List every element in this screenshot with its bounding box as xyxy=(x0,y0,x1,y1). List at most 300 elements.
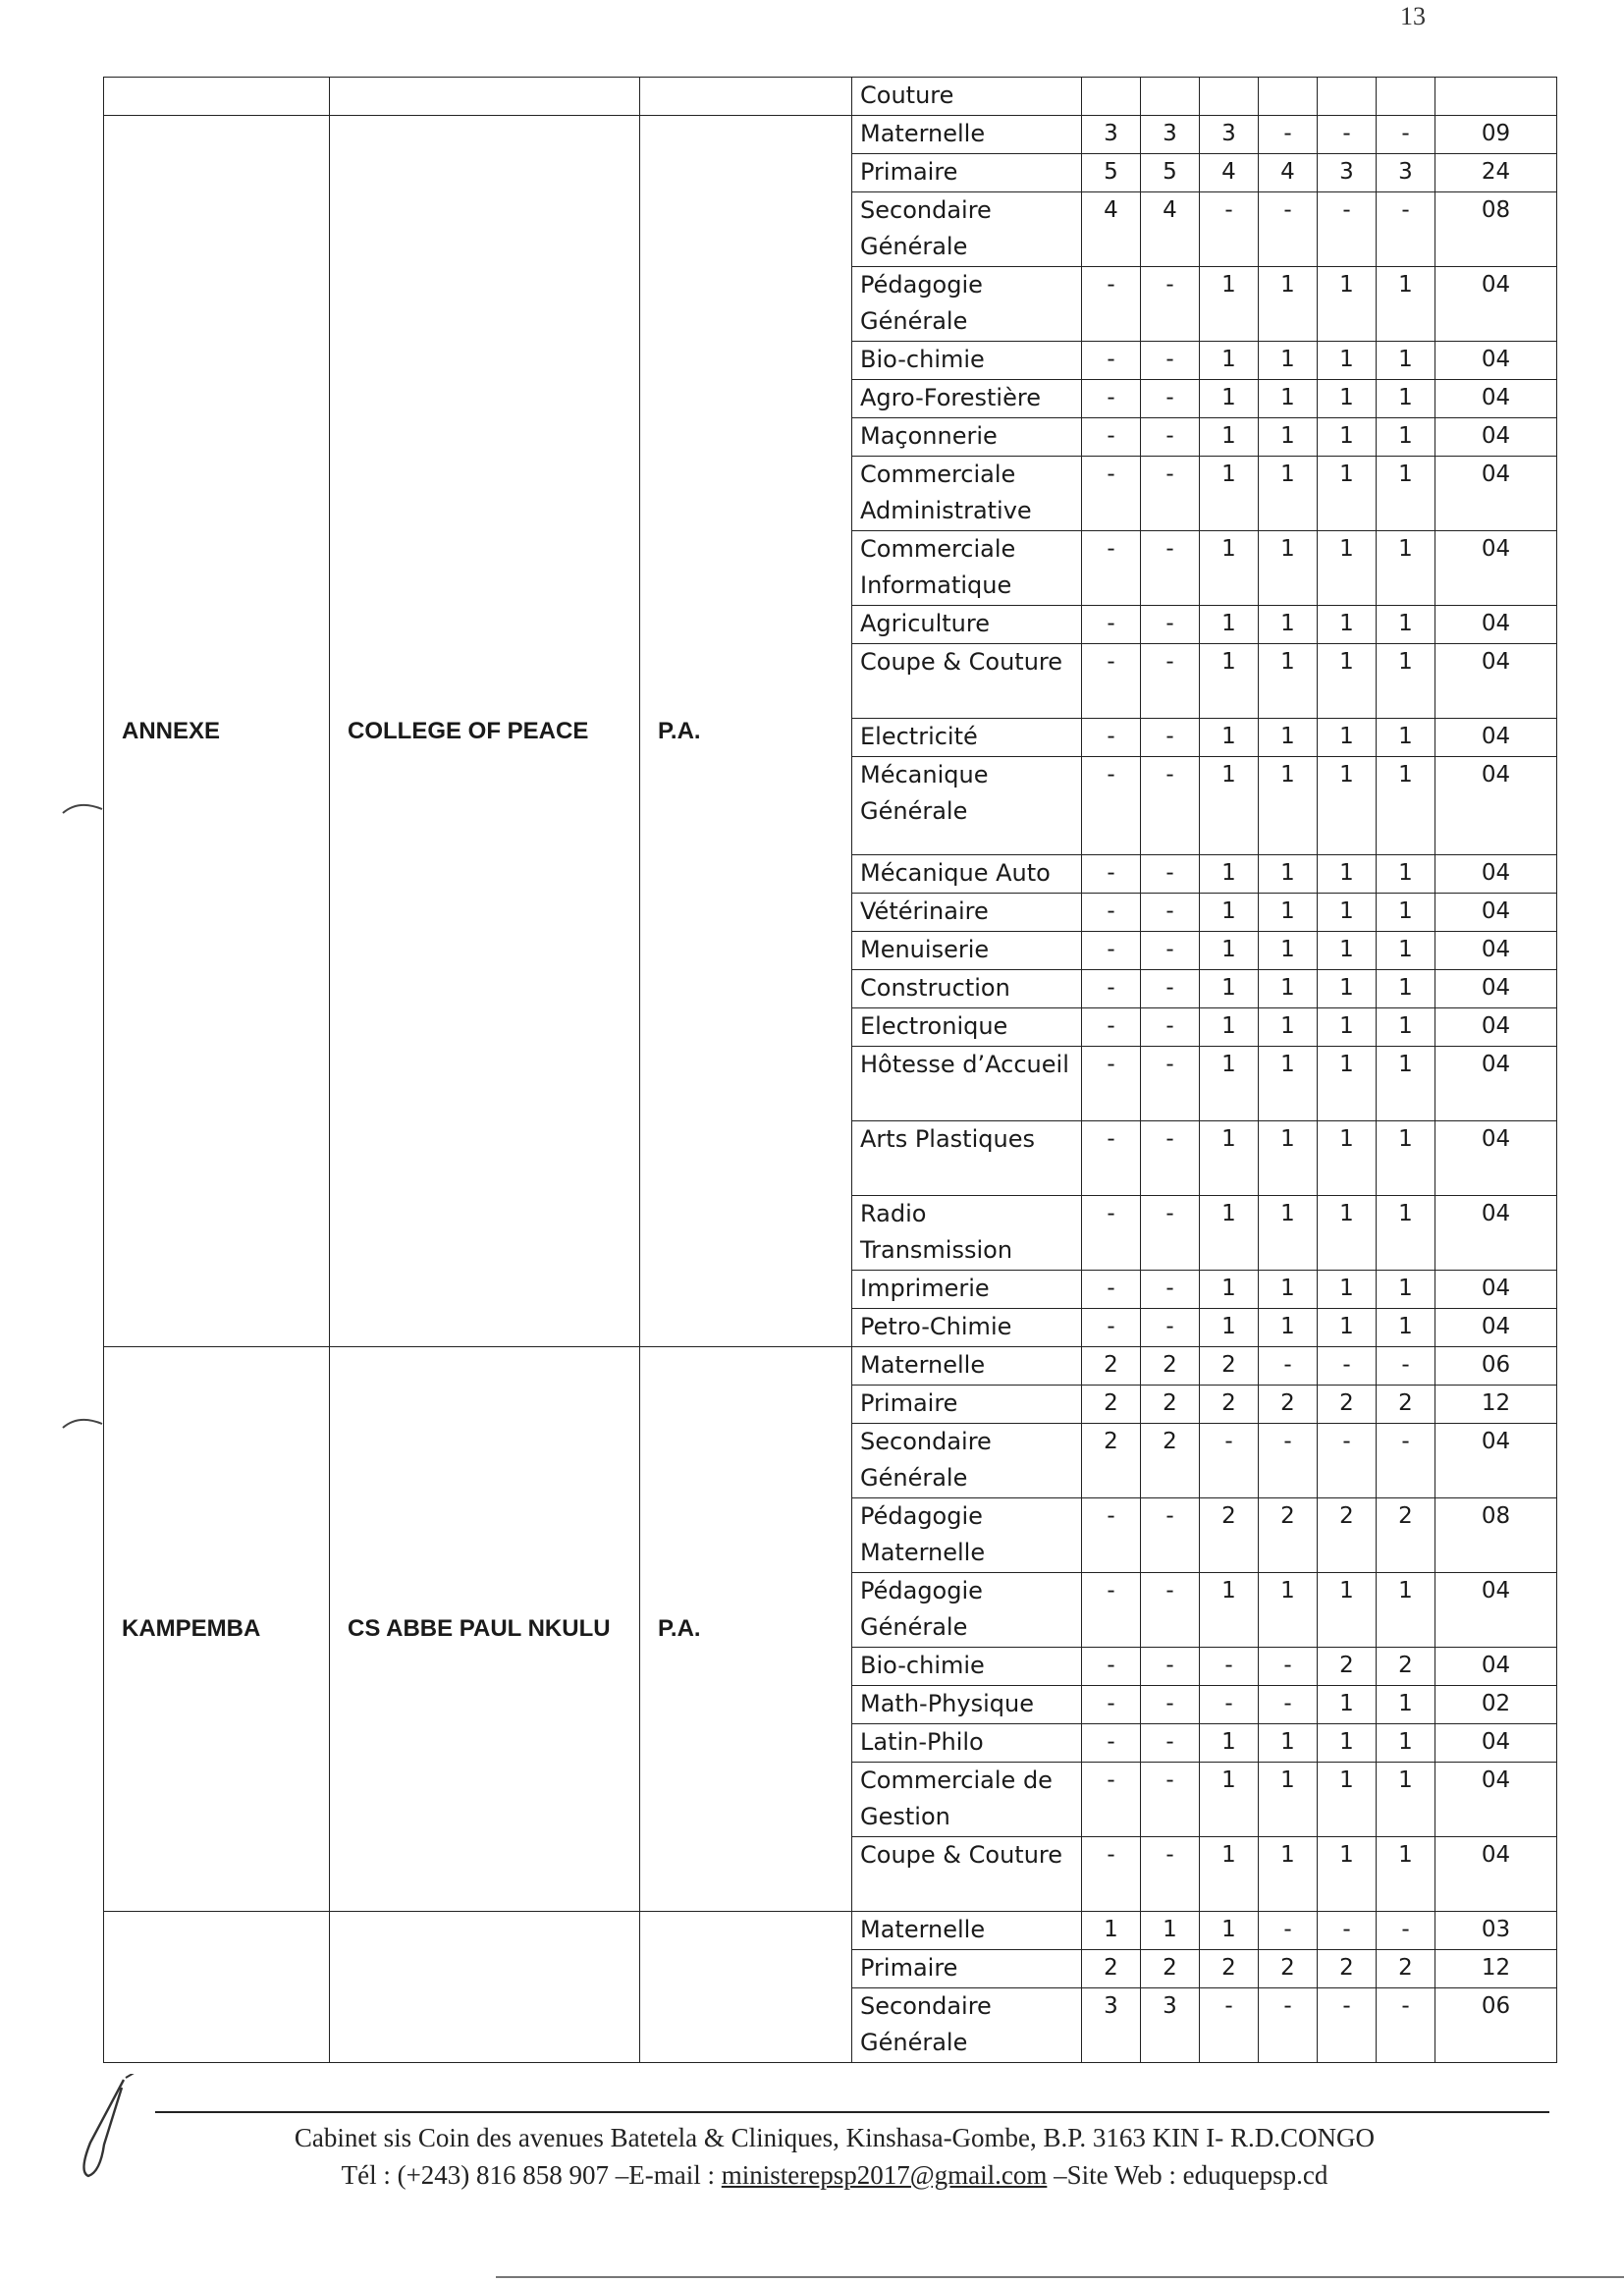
class-count-cell: 5 xyxy=(1141,154,1200,192)
table-row xyxy=(104,78,1557,116)
class-count-cell: - xyxy=(1318,1347,1377,1386)
class-count-cell: - xyxy=(1082,418,1141,457)
class-count-cell: 1 xyxy=(1200,894,1259,932)
class-count-cell xyxy=(1377,78,1435,116)
class-count-cell: - xyxy=(1259,1912,1318,1950)
class-count-cell: 1 xyxy=(1200,1047,1259,1121)
class-count-cell: - xyxy=(1141,1121,1200,1196)
section-label: Agriculture xyxy=(852,606,1082,644)
class-count-cell: - xyxy=(1141,1008,1200,1047)
class-count-cell: 1 xyxy=(1318,1121,1377,1196)
school-name: CS ABBE PAUL NKULU xyxy=(330,1347,640,1912)
class-count-cell: 1 xyxy=(1200,1271,1259,1309)
section-label: Math-Physique xyxy=(852,1686,1082,1724)
total-cell: 04 xyxy=(1435,644,1557,719)
class-count-cell: 1 xyxy=(1318,644,1377,719)
class-count-cell: - xyxy=(1082,757,1141,855)
section-label: Commerciale Informatique xyxy=(852,531,1082,606)
class-count-cell: 1 xyxy=(1318,757,1377,855)
class-count-cell: - xyxy=(1141,1047,1200,1121)
class-count-cell: 2 xyxy=(1200,1386,1259,1424)
section-label: Commerciale Administrative xyxy=(852,457,1082,531)
section-label: Menuiserie xyxy=(852,932,1082,970)
class-count-cell: 1 xyxy=(1259,1047,1318,1121)
class-count-cell: 1 xyxy=(1200,855,1259,894)
class-count-cell: - xyxy=(1141,1724,1200,1763)
class-count-cell: 1 xyxy=(1318,894,1377,932)
page-number: 13 xyxy=(1400,2,1426,30)
class-count-cell: - xyxy=(1259,116,1318,154)
section-label: Primaire xyxy=(852,154,1082,192)
footer xyxy=(98,2119,1571,2194)
total-cell: 04 xyxy=(1435,1573,1557,1648)
class-count-cell: 1 xyxy=(1259,894,1318,932)
class-count-cell: 2 xyxy=(1082,1424,1141,1498)
class-count-cell: 1 xyxy=(1318,1686,1377,1724)
class-count-cell: 1 xyxy=(1200,1912,1259,1950)
class-count-cell: 1 xyxy=(1200,644,1259,719)
class-count-cell xyxy=(1141,78,1200,116)
total-cell: 04 xyxy=(1435,1837,1557,1912)
footer-website: –Site Web : eduquepsp.cd xyxy=(1047,2160,1328,2190)
class-count-cell: - xyxy=(1082,1047,1141,1121)
class-count-cell: 2 xyxy=(1259,1950,1318,1988)
class-count-cell: 1 xyxy=(1259,1763,1318,1837)
section-label: Mécanique Auto xyxy=(852,855,1082,894)
class-count-cell: 3 xyxy=(1141,116,1200,154)
class-count-cell: - xyxy=(1141,342,1200,380)
total-cell: 04 xyxy=(1435,1309,1557,1347)
regime xyxy=(640,78,852,116)
class-count-cell: 1 xyxy=(1377,267,1435,342)
class-count-cell: 1 xyxy=(1318,970,1377,1008)
class-count-cell: 1 xyxy=(1377,1573,1435,1648)
class-count-cell xyxy=(1082,78,1141,116)
class-count-cell: 2 xyxy=(1082,1386,1141,1424)
total-cell xyxy=(1435,78,1557,116)
section-label: Maternelle xyxy=(852,1912,1082,1950)
class-count-cell: 2 xyxy=(1141,1347,1200,1386)
class-count-cell: 1 xyxy=(1377,1047,1435,1121)
class-count-cell: - xyxy=(1082,719,1141,757)
regime xyxy=(640,1912,852,2063)
class-count-cell: - xyxy=(1141,894,1200,932)
entity-name xyxy=(104,1912,330,2063)
class-count-cell: 1 xyxy=(1377,606,1435,644)
class-count-cell: 1 xyxy=(1200,1573,1259,1648)
total-cell: 06 xyxy=(1435,1988,1557,2063)
class-count-cell: 1 xyxy=(1259,1271,1318,1309)
class-count-cell: 1 xyxy=(1318,267,1377,342)
class-count-cell: 4 xyxy=(1200,154,1259,192)
class-count-cell: 1 xyxy=(1377,1196,1435,1271)
class-count-cell: 1 xyxy=(1259,1008,1318,1047)
total-cell: 03 xyxy=(1435,1912,1557,1950)
class-count-cell: 2 xyxy=(1318,1950,1377,1988)
class-count-cell: 1 xyxy=(1200,1724,1259,1763)
class-count-cell: - xyxy=(1082,894,1141,932)
school-name xyxy=(330,78,640,116)
class-count-cell: 1 xyxy=(1259,1121,1318,1196)
section-label: Commerciale de Gestion xyxy=(852,1763,1082,1837)
class-count-cell: 1 xyxy=(1200,342,1259,380)
class-count-cell xyxy=(1200,78,1259,116)
class-count-cell: - xyxy=(1141,380,1200,418)
class-count-cell: - xyxy=(1141,644,1200,719)
section-label: Petro-Chimie xyxy=(852,1309,1082,1347)
total-cell: 02 xyxy=(1435,1686,1557,1724)
class-count-cell: - xyxy=(1082,1686,1141,1724)
class-count-cell: 1 xyxy=(1377,1837,1435,1912)
class-count-cell: 3 xyxy=(1082,1988,1141,2063)
class-count-cell: 1 xyxy=(1318,1309,1377,1347)
class-count-cell: 1 xyxy=(1377,342,1435,380)
class-count-cell: - xyxy=(1082,1121,1141,1196)
class-count-cell: 4 xyxy=(1259,154,1318,192)
class-count-cell: - xyxy=(1200,1424,1259,1498)
class-count-cell: 2 xyxy=(1318,1498,1377,1573)
class-count-cell: 1 xyxy=(1200,719,1259,757)
footer-email-link[interactable]: ministerepsp2017@gmail.com xyxy=(721,2160,1048,2190)
class-count-cell: 3 xyxy=(1200,116,1259,154)
class-count-cell: 2 xyxy=(1377,1950,1435,1988)
class-count-cell: 1 xyxy=(1318,606,1377,644)
class-count-cell: - xyxy=(1082,932,1141,970)
section-label: Pédagogie Générale xyxy=(852,267,1082,342)
entity-name: ANNEXE xyxy=(104,116,330,1347)
class-count-cell: 1 xyxy=(1200,1121,1259,1196)
class-count-cell: - xyxy=(1141,418,1200,457)
section-label: Mécanique Générale xyxy=(852,757,1082,855)
section-label: Latin-Philo xyxy=(852,1724,1082,1763)
section-label: Couture xyxy=(852,78,1082,116)
total-cell: 12 xyxy=(1435,1386,1557,1424)
class-count-cell: - xyxy=(1082,457,1141,531)
class-count-cell: 1 xyxy=(1377,1271,1435,1309)
class-count-cell: - xyxy=(1082,855,1141,894)
class-count-cell: - xyxy=(1141,1498,1200,1573)
class-count-cell: - xyxy=(1318,192,1377,267)
class-count-cell: - xyxy=(1082,1648,1141,1686)
class-count-cell: 1 xyxy=(1377,719,1435,757)
section-label: Vétérinaire xyxy=(852,894,1082,932)
class-count-cell: - xyxy=(1259,1424,1318,1498)
total-cell: 04 xyxy=(1435,380,1557,418)
class-count-cell: 2 xyxy=(1082,1347,1141,1386)
class-count-cell: - xyxy=(1377,116,1435,154)
class-count-cell: 1 xyxy=(1259,1309,1318,1347)
class-count-cell: 1 xyxy=(1259,267,1318,342)
class-count-cell: - xyxy=(1377,1424,1435,1498)
total-cell: 04 xyxy=(1435,1047,1557,1121)
class-count-cell: 1 xyxy=(1082,1912,1141,1950)
class-count-cell: 1 xyxy=(1377,418,1435,457)
regime: P.A. xyxy=(640,116,852,1347)
class-count-cell: 1 xyxy=(1318,1271,1377,1309)
class-count-cell: 1 xyxy=(1318,719,1377,757)
class-count-cell: 2 xyxy=(1200,1347,1259,1386)
section-label: Secondaire Générale xyxy=(852,1424,1082,1498)
class-count-cell: - xyxy=(1200,1686,1259,1724)
class-count-cell: - xyxy=(1141,1686,1200,1724)
footer-contact xyxy=(98,2156,1571,2194)
class-count-cell: - xyxy=(1141,267,1200,342)
class-count-cell: 1 xyxy=(1200,531,1259,606)
class-count-cell: 1 xyxy=(1259,1196,1318,1271)
class-count-cell: 3 xyxy=(1141,1988,1200,2063)
class-count-cell: 1 xyxy=(1377,531,1435,606)
class-count-cell: 1 xyxy=(1259,342,1318,380)
class-count-cell: 2 xyxy=(1141,1424,1200,1498)
class-count-cell: - xyxy=(1377,1988,1435,2063)
total-cell: 04 xyxy=(1435,970,1557,1008)
class-count-cell: 2 xyxy=(1082,1950,1141,1988)
section-label: Bio-chimie xyxy=(852,342,1082,380)
section-label: Pédagogie Générale xyxy=(852,1573,1082,1648)
class-count-cell: 1 xyxy=(1200,1837,1259,1912)
class-count-cell: - xyxy=(1082,267,1141,342)
class-count-cell: 2 xyxy=(1141,1386,1200,1424)
total-cell: 04 xyxy=(1435,1196,1557,1271)
class-count-cell: 1 xyxy=(1259,380,1318,418)
class-count-cell: 1 xyxy=(1377,644,1435,719)
school-allocation-table xyxy=(103,77,1557,2063)
class-count-cell: 1 xyxy=(1377,1686,1435,1724)
class-count-cell: 2 xyxy=(1259,1498,1318,1573)
class-count-cell: 1 xyxy=(1259,606,1318,644)
section-label: Construction xyxy=(852,970,1082,1008)
class-count-cell: 1 xyxy=(1200,757,1259,855)
class-count-cell: 1 xyxy=(1200,932,1259,970)
class-count-cell: - xyxy=(1318,116,1377,154)
class-count-cell: 1 xyxy=(1318,457,1377,531)
class-count-cell: - xyxy=(1082,531,1141,606)
class-count-cell: 1 xyxy=(1259,1573,1318,1648)
total-cell: 04 xyxy=(1435,606,1557,644)
bottom-rule xyxy=(496,2276,1624,2278)
class-count-cell: - xyxy=(1200,192,1259,267)
margin-tick-mark xyxy=(59,1412,108,1432)
class-count-cell: - xyxy=(1141,1648,1200,1686)
total-cell: 04 xyxy=(1435,457,1557,531)
class-count-cell: 1 xyxy=(1377,1763,1435,1837)
section-label: Pédagogie Maternelle xyxy=(852,1498,1082,1573)
class-count-cell: 1 xyxy=(1259,970,1318,1008)
total-cell: 04 xyxy=(1435,1121,1557,1196)
class-count-cell: 1 xyxy=(1377,1724,1435,1763)
section-label: Primaire xyxy=(852,1950,1082,1988)
section-label: Radio Transmission xyxy=(852,1196,1082,1271)
class-count-cell: 1 xyxy=(1200,267,1259,342)
class-count-cell: 1 xyxy=(1318,531,1377,606)
class-count-cell: 1 xyxy=(1200,1309,1259,1347)
class-count-cell: 2 xyxy=(1141,1950,1200,1988)
class-count-cell: 5 xyxy=(1082,154,1141,192)
class-count-cell: 1 xyxy=(1318,1008,1377,1047)
class-count-cell: 1 xyxy=(1318,380,1377,418)
class-count-cell: 1 xyxy=(1377,457,1435,531)
class-count-cell: 1 xyxy=(1318,342,1377,380)
total-cell: 04 xyxy=(1435,1008,1557,1047)
table-row xyxy=(104,1912,1557,1950)
class-count-cell: 1 xyxy=(1141,1912,1200,1950)
class-count-cell: - xyxy=(1318,1424,1377,1498)
class-count-cell: - xyxy=(1082,1309,1141,1347)
class-count-cell: 2 xyxy=(1318,1386,1377,1424)
margin-tick-mark xyxy=(59,797,108,817)
total-cell: 04 xyxy=(1435,1724,1557,1763)
total-cell: 04 xyxy=(1435,1424,1557,1498)
total-cell: 04 xyxy=(1435,719,1557,757)
class-count-cell: 1 xyxy=(1377,380,1435,418)
school-name: COLLEGE OF PEACE xyxy=(330,116,640,1347)
section-label: Maternelle xyxy=(852,116,1082,154)
class-count-cell: 1 xyxy=(1259,757,1318,855)
class-count-cell: 1 xyxy=(1318,855,1377,894)
class-count-cell: 1 xyxy=(1259,719,1318,757)
total-cell: 04 xyxy=(1435,1648,1557,1686)
total-cell: 04 xyxy=(1435,342,1557,380)
class-count-cell: - xyxy=(1082,1724,1141,1763)
class-count-cell: - xyxy=(1082,1498,1141,1573)
total-cell: 04 xyxy=(1435,267,1557,342)
class-count-cell: - xyxy=(1082,380,1141,418)
class-count-cell: - xyxy=(1141,719,1200,757)
class-count-cell: 1 xyxy=(1259,457,1318,531)
class-count-cell: 1 xyxy=(1377,855,1435,894)
class-count-cell: 1 xyxy=(1200,606,1259,644)
class-count-cell: - xyxy=(1141,1573,1200,1648)
class-count-cell xyxy=(1318,78,1377,116)
class-count-cell: 3 xyxy=(1082,116,1141,154)
class-count-cell: 4 xyxy=(1141,192,1200,267)
school-name xyxy=(330,1912,640,2063)
section-label: Agro-Forestière xyxy=(852,380,1082,418)
section-label: Hôtesse d’Accueil xyxy=(852,1047,1082,1121)
class-count-cell: - xyxy=(1141,1309,1200,1347)
class-count-cell: 1 xyxy=(1259,418,1318,457)
total-cell: 04 xyxy=(1435,531,1557,606)
total-cell: 04 xyxy=(1435,418,1557,457)
class-count-cell: 2 xyxy=(1377,1386,1435,1424)
class-count-cell: - xyxy=(1259,1347,1318,1386)
class-count-cell: - xyxy=(1082,644,1141,719)
class-count-cell: - xyxy=(1377,1912,1435,1950)
class-count-cell: - xyxy=(1141,855,1200,894)
section-label: Maternelle xyxy=(852,1347,1082,1386)
class-count-cell: 1 xyxy=(1200,1763,1259,1837)
table-row xyxy=(104,116,1557,154)
section-label: Secondaire Générale xyxy=(852,1988,1082,2063)
class-count-cell: - xyxy=(1082,970,1141,1008)
regime: P.A. xyxy=(640,1347,852,1912)
class-count-cell: - xyxy=(1318,1988,1377,2063)
class-count-cell: - xyxy=(1200,1988,1259,2063)
class-count-cell: - xyxy=(1141,606,1200,644)
class-count-cell: 1 xyxy=(1200,457,1259,531)
section-label: Maçonnerie xyxy=(852,418,1082,457)
class-count-cell: - xyxy=(1082,1196,1141,1271)
entity-name: KAMPEMBA xyxy=(104,1347,330,1912)
class-count-cell: - xyxy=(1082,1008,1141,1047)
class-count-cell: 2 xyxy=(1318,1648,1377,1686)
class-count-cell: - xyxy=(1259,1686,1318,1724)
class-count-cell: - xyxy=(1141,1196,1200,1271)
class-count-cell: 1 xyxy=(1259,932,1318,970)
class-count-cell: - xyxy=(1141,1837,1200,1912)
class-count-cell: 1 xyxy=(1200,418,1259,457)
class-count-cell: - xyxy=(1318,1912,1377,1950)
total-cell: 04 xyxy=(1435,932,1557,970)
class-count-cell: 4 xyxy=(1082,192,1141,267)
footer-divider xyxy=(155,2111,1549,2113)
class-count-cell: - xyxy=(1377,1347,1435,1386)
section-label: Electricité xyxy=(852,719,1082,757)
class-count-cell: - xyxy=(1200,1648,1259,1686)
class-count-cell: 1 xyxy=(1377,932,1435,970)
class-count-cell: - xyxy=(1141,757,1200,855)
class-count-cell: 1 xyxy=(1318,1196,1377,1271)
class-count-cell: 1 xyxy=(1377,970,1435,1008)
class-count-cell: - xyxy=(1141,531,1200,606)
class-count-cell: 1 xyxy=(1377,894,1435,932)
section-label: Electronique xyxy=(852,1008,1082,1047)
class-count-cell: 2 xyxy=(1259,1386,1318,1424)
class-count-cell: - xyxy=(1082,606,1141,644)
class-count-cell: - xyxy=(1259,1648,1318,1686)
section-label: Imprimerie xyxy=(852,1271,1082,1309)
class-count-cell: 1 xyxy=(1377,1121,1435,1196)
class-count-cell: - xyxy=(1259,192,1318,267)
entity-name xyxy=(104,78,330,116)
class-count-cell: 1 xyxy=(1259,531,1318,606)
class-count-cell: 1 xyxy=(1377,1309,1435,1347)
class-count-cell: - xyxy=(1377,192,1435,267)
class-count-cell: 1 xyxy=(1318,932,1377,970)
class-count-cell: 2 xyxy=(1200,1950,1259,1988)
class-count-cell: 2 xyxy=(1200,1498,1259,1573)
class-count-cell: 1 xyxy=(1200,1008,1259,1047)
total-cell: 04 xyxy=(1435,894,1557,932)
total-cell: 04 xyxy=(1435,855,1557,894)
class-count-cell: 1 xyxy=(1318,1763,1377,1837)
section-label: Coupe & Couture xyxy=(852,644,1082,719)
total-cell: 04 xyxy=(1435,1763,1557,1837)
class-count-cell: 1 xyxy=(1377,1008,1435,1047)
section-label: Coupe & Couture xyxy=(852,1837,1082,1912)
class-count-cell: 1 xyxy=(1318,1047,1377,1121)
total-cell: 04 xyxy=(1435,757,1557,855)
class-count-cell: - xyxy=(1082,1573,1141,1648)
class-count-cell: 1 xyxy=(1259,1724,1318,1763)
table-row xyxy=(104,1347,1557,1386)
class-count-cell: - xyxy=(1082,1271,1141,1309)
section-label: Primaire xyxy=(852,1386,1082,1424)
section-label: Secondaire Générale xyxy=(852,192,1082,267)
class-count-cell xyxy=(1259,78,1318,116)
section-label: Bio-chimie xyxy=(852,1648,1082,1686)
class-count-cell: - xyxy=(1141,1763,1200,1837)
class-count-cell: 1 xyxy=(1318,1837,1377,1912)
class-count-cell: - xyxy=(1141,1271,1200,1309)
total-cell: 12 xyxy=(1435,1950,1557,1988)
class-count-cell: - xyxy=(1259,1988,1318,2063)
section-label: Arts Plastiques xyxy=(852,1121,1082,1196)
class-count-cell: - xyxy=(1141,932,1200,970)
class-count-cell: 1 xyxy=(1377,757,1435,855)
class-count-cell: 1 xyxy=(1318,1573,1377,1648)
total-cell: 08 xyxy=(1435,192,1557,267)
